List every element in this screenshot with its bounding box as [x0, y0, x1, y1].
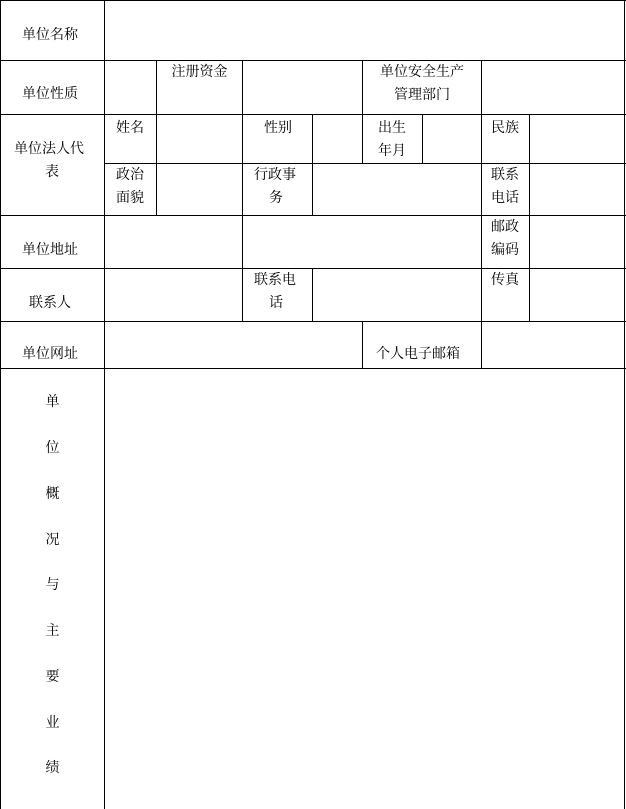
- column-divider: [362, 114, 363, 164]
- gender-field[interactable]: [313, 115, 362, 163]
- overview-char: 概: [45, 486, 60, 502]
- birth-label-line1: 出生: [378, 120, 406, 136]
- postcode-label-line1: 邮政: [491, 219, 519, 235]
- name-field[interactable]: [157, 115, 242, 163]
- safety-dept-field[interactable]: [482, 61, 624, 114]
- unit-name-field[interactable]: [105, 1, 624, 60]
- political-field[interactable]: [157, 164, 242, 215]
- overview-char: 单: [45, 394, 60, 410]
- registered-capital-label: 注册资金: [171, 64, 228, 80]
- safety-dept-label-line1: 单位安全生产: [380, 64, 464, 80]
- rep-phone-label-line2: 电话: [491, 190, 519, 206]
- overview-char: 况: [45, 532, 60, 548]
- overview-char: 主: [45, 623, 60, 639]
- political-label-line1: 政治: [116, 167, 144, 183]
- admin-post-label-line2: 务: [269, 190, 283, 206]
- birth-label-line2: 年月: [378, 143, 406, 159]
- fax-label: 传真: [491, 272, 519, 288]
- ethnicity-field[interactable]: [530, 115, 624, 163]
- fax-field[interactable]: [530, 269, 624, 321]
- overview-char: 与: [45, 577, 60, 593]
- unit-nature-label: 单位性质: [22, 86, 78, 102]
- overview-char: 绩: [45, 760, 60, 776]
- website-field[interactable]: [105, 322, 362, 368]
- rep-phone-field[interactable]: [530, 164, 624, 215]
- contact-tel-field[interactable]: [313, 269, 481, 321]
- safety-dept-label-line2: 管理部门: [394, 87, 450, 103]
- contact-tel-label-line2: 话: [269, 295, 283, 311]
- overview-char: 位: [45, 440, 60, 456]
- contact-person-field[interactable]: [105, 269, 242, 321]
- overview-char: 要: [45, 669, 60, 685]
- registered-capital-field[interactable]: [243, 61, 362, 114]
- postcode-label-line2: 编码: [491, 242, 519, 258]
- table-border-right: [624, 0, 625, 809]
- birth-field[interactable]: [423, 115, 481, 163]
- name-label: 姓名: [116, 120, 144, 136]
- admin-post-field[interactable]: [313, 164, 481, 215]
- email-field[interactable]: [482, 322, 624, 368]
- rep-phone-label-line1: 联系: [491, 167, 519, 183]
- political-label-line2: 面貌: [116, 190, 144, 206]
- address-field[interactable]: [105, 216, 481, 268]
- postcode-field[interactable]: [530, 216, 624, 268]
- ethnicity-label: 民族: [491, 120, 519, 136]
- unit-name-label: 单位名称: [22, 27, 78, 43]
- column-divider: [362, 321, 363, 369]
- admin-post-label-line1: 行政事: [254, 167, 296, 183]
- unit-nature-field[interactable]: [105, 61, 156, 114]
- address-label: 单位地址: [22, 242, 78, 258]
- legal-rep-label-line1: 单位法人代: [14, 141, 84, 157]
- overview-field[interactable]: [105, 369, 624, 809]
- legal-rep-label-line2: 表: [45, 164, 59, 180]
- email-label: 个人电子邮箱: [376, 346, 460, 362]
- overview-char: 业: [45, 715, 60, 731]
- website-label: 单位网址: [22, 346, 78, 362]
- gender-label: 性别: [264, 120, 292, 136]
- contact-person-label: 联系人: [29, 295, 71, 311]
- contact-tel-label-line1: 联系电: [254, 272, 296, 288]
